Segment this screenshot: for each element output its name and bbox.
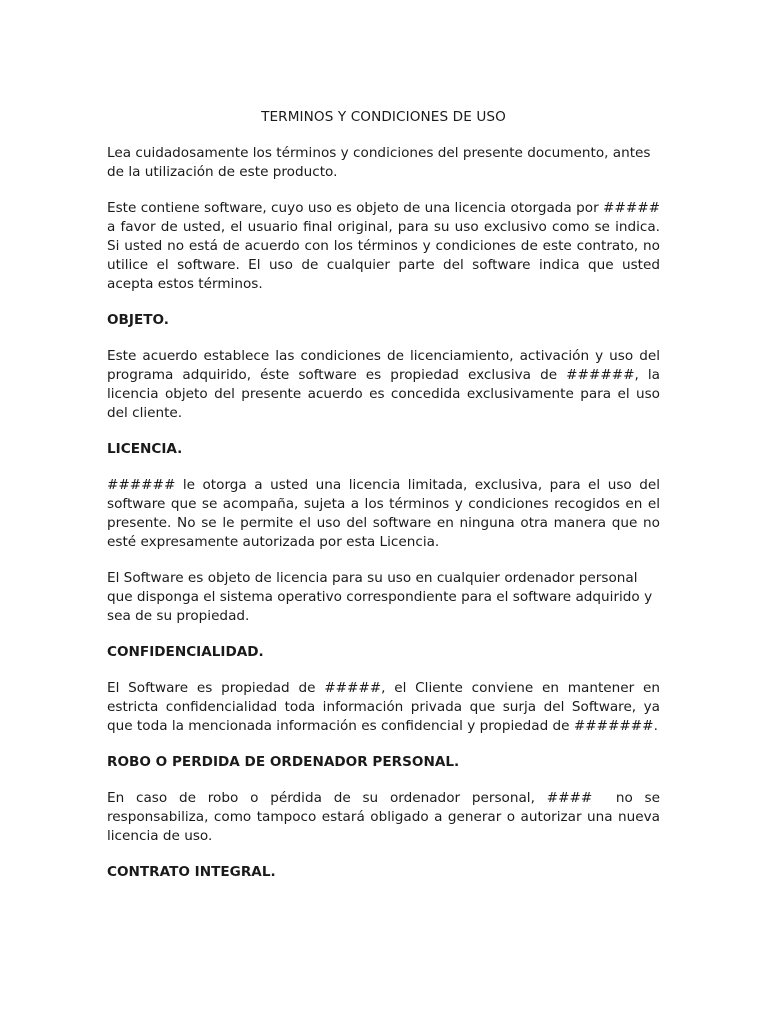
intro-paragraph-1: Lea cuidadosamente los términos y condiciones del presente documento, antes de la utilización de este producto. <box>107 145 651 180</box>
section-robo-paragraph: En caso de robo o pérdida de su ordenador personal, #### no se responsabiliza, como tampoco estará obligado a generar o autorizar una nueva licencia de uso. <box>107 790 665 844</box>
document-page <box>107 108 665 899</box>
document-title: TERMINOS Y CONDICIONES DE USO <box>261 109 506 125</box>
section-licencia-paragraph-2: El Software es objeto de licencia para su uso en cualquier ordenador personal que disponga el sistema operativo correspondiente para el software adquirido y sea de su propiedad. <box>107 570 653 624</box>
section-heading-objeto: OBJETO. <box>107 312 169 328</box>
section-heading-contrato-integral: CONTRATO INTEGRAL. <box>107 864 276 880</box>
intro-paragraph-2: Este contiene software, cuyo uso es objeto de una licencia otorgada por ##### a favor de usted, el usuario final original, para su uso exclusivo como se indica. Si usted no está de acuerdo con los términos y condiciones de este contrato, no utilice el software. El uso de cualquier parte del software indica que usted acepta estos términos. <box>107 200 660 292</box>
section-licencia-paragraph-1: ###### le otorga a usted una licencia limitada, exclusiva, para el uso del software que se acompaña, sujeta a los términos y condiciones recogidos en el presente. No se le permite el uso del software en ninguna otra manera que no esté expresamente autorizada por esta Licencia. <box>107 477 660 550</box>
section-heading-confidencialidad: CONFIDENCIALIDAD. <box>107 644 264 660</box>
section-confidencialidad-paragraph: El Software es propiedad de #####, el Cliente conviene en mantener en estricta confidencialidad toda información privada que surja del Software, ya que toda la mencionada información es confidencial y propiedad de #######. <box>107 680 660 734</box>
section-objeto-paragraph: Este acuerdo establece las condiciones de licenciamiento, activación y uso del programa adquirido, éste software es propiedad exclusiva de ######, la licencia objeto del presente acuerdo es concedida exclusivamente para el uso del cliente. <box>107 348 660 421</box>
section-heading-licencia: LICENCIA. <box>107 441 183 457</box>
section-heading-robo: ROBO O PERDIDA DE ORDENADOR PERSONAL. <box>107 754 460 770</box>
